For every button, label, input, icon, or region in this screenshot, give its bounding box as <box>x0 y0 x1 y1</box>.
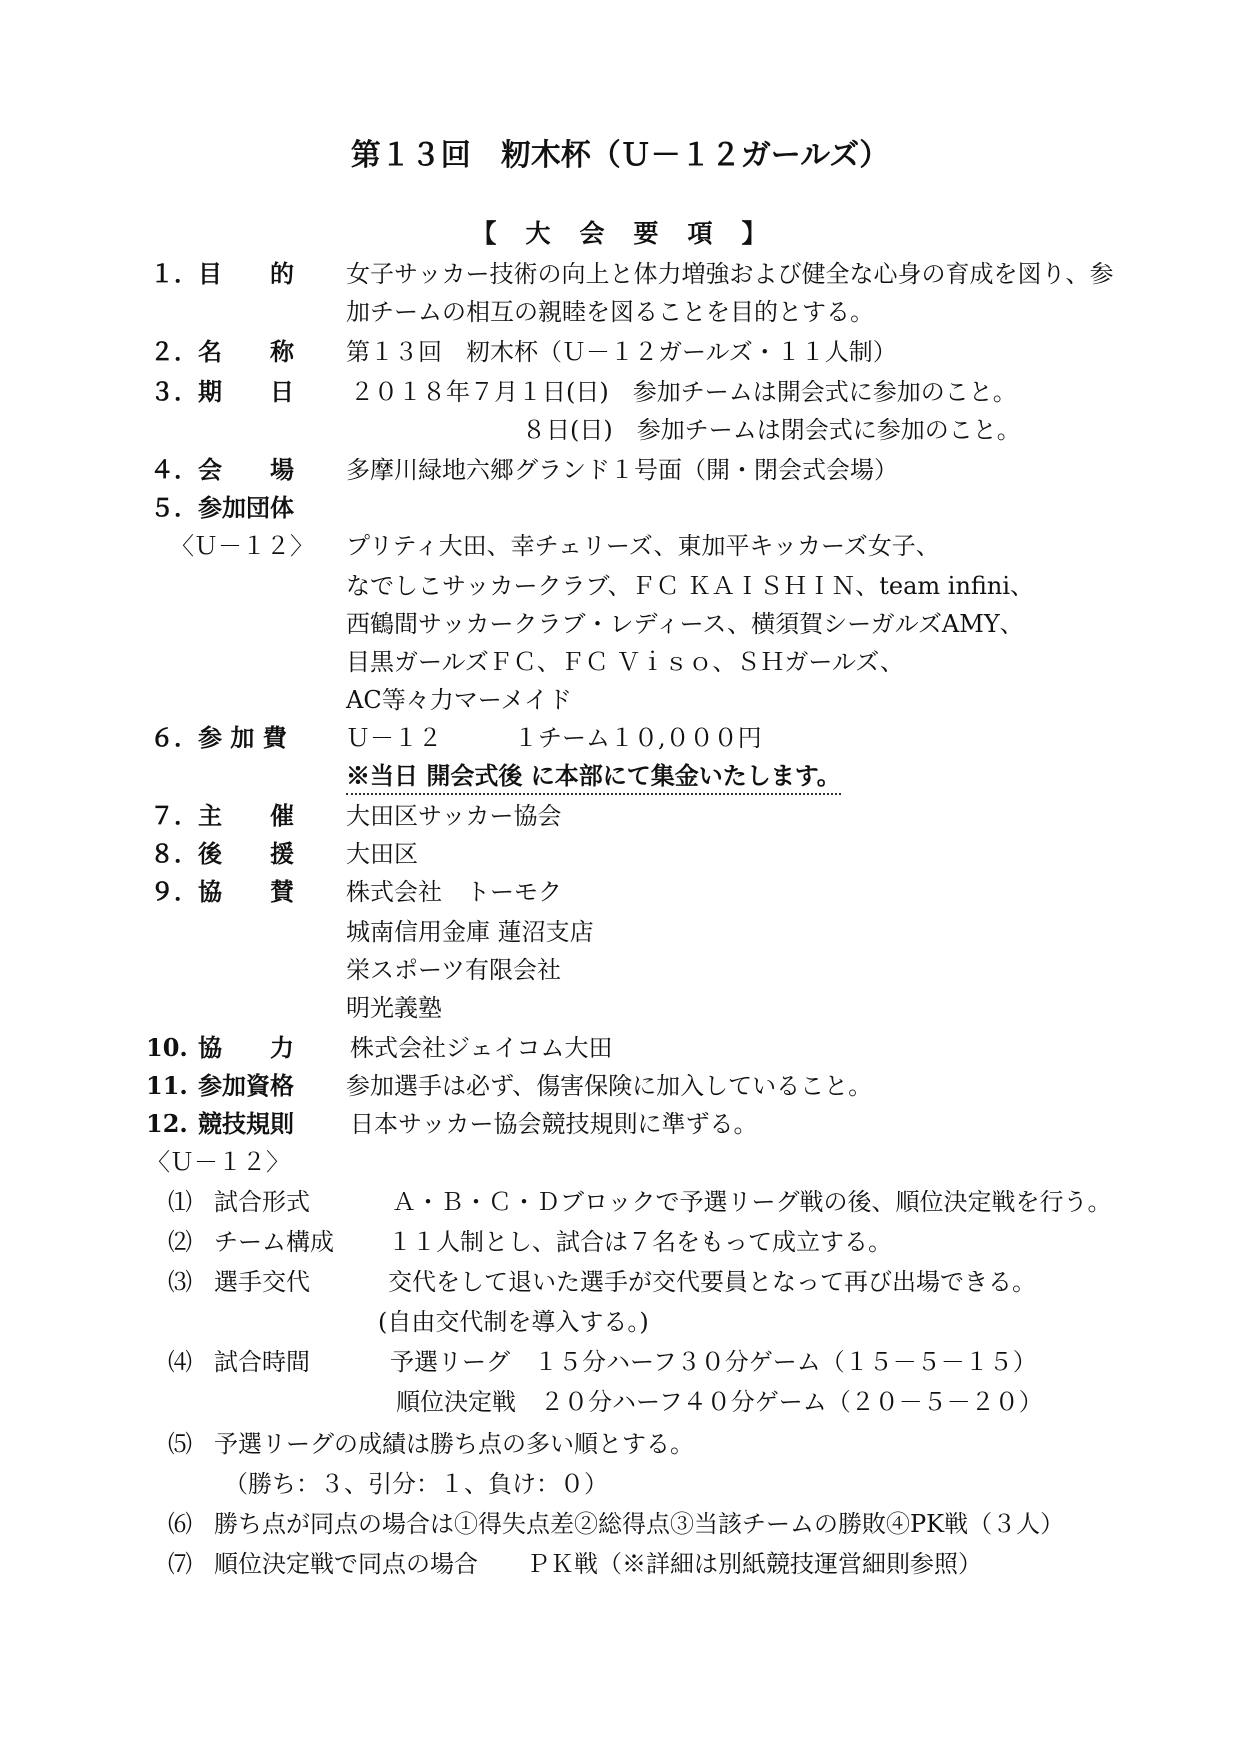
sponsor-name: 栄スポーツ有限会社 <box>346 956 562 984</box>
item-text: 加チームの相互の親睦を図ることを目的とする。 <box>346 298 874 326</box>
team-list-line: なでしこサッカークラブ、ＦＣ ＫＡＩＳＨＩＮ、team infini、 <box>346 572 1035 600</box>
section-heading: 【 大 会 要 項 】 <box>471 219 769 248</box>
sponsor-name: 明光義塾 <box>346 994 442 1022</box>
item-number: ３． <box>150 377 198 406</box>
item-label: 後 援 <box>198 839 294 868</box>
item-label: 目 的 <box>198 259 294 288</box>
item-text: 第１３回 籾木杯（Ｕ－１２ガールズ・１１人制） <box>346 338 897 366</box>
item-number: ７． <box>150 801 198 830</box>
item-text: 女子サッカー技術の向上と体力増強および健全な心身の育成を図り、参 <box>346 260 1114 288</box>
item-number: ８． <box>150 839 198 868</box>
rule-label: 試合時間 <box>214 1348 310 1376</box>
item-text: Ｕ－１２ １チーム１０,０００円 <box>346 724 762 752</box>
item-label: 名 称 <box>198 337 294 366</box>
rule-number: ⑸ <box>168 1430 192 1458</box>
rule-number: ⑶ <box>168 1268 192 1296</box>
rule-text: 順位決定戦で同点の場合 ＰＫ戦（※詳細は別紙競技運営細則参照） <box>214 1550 982 1578</box>
rule-label: 試合形式 <box>214 1188 310 1216</box>
rule-label: 選手交代 <box>214 1268 310 1296</box>
rule-text: （勝ち：３、引分：１、負け：０） <box>224 1470 608 1498</box>
team-list-line: プリティ大田、幸チェリーズ、東加平キッカーズ女子、 <box>346 532 940 560</box>
item-label: 会 場 <box>198 455 294 484</box>
rule-number: ⑺ <box>168 1550 192 1578</box>
item-text: 多摩川緑地六郷グランド１号面（開・閉会式会場） <box>346 456 898 484</box>
item-text: 参加選手は必ず、傷害保険に加入していること。 <box>346 1072 873 1100</box>
category-label: 〈Ｕ－１２〉 <box>146 1148 290 1176</box>
rule-number: ⑷ <box>168 1348 192 1376</box>
rule-number: ⑹ <box>168 1510 192 1538</box>
item-label: 参 加 費 <box>198 723 287 752</box>
rule-text: Ａ・Ｂ・Ｃ・Ｄブロックで予選リーグ戦の後、順位決定戦を行う。 <box>392 1188 1112 1216</box>
item-label: 協 賛 <box>198 877 294 906</box>
item-text: ８日(日) 参加チームは閉会式に参加のこと。 <box>522 416 1021 444</box>
item-text: 日本サッカー協会競技規則に準ずる。 <box>350 1110 758 1138</box>
sponsor-name: 株式会社 トーモク <box>346 878 562 906</box>
rule-text: 勝ち点が同点の場合は①得失点差②総得点③当該チームの勝敗④PK戦（３人） <box>214 1510 1065 1538</box>
item-number: １． <box>150 259 198 288</box>
item-label: 参加団体 <box>198 493 294 522</box>
rule-text: 予選リーグ １５分ハーフ３０分ゲーム（１５－５－１５） <box>390 1348 1037 1376</box>
item-label: 期 日 <box>198 377 294 406</box>
item-text: 大田区サッカー協会 <box>346 802 562 830</box>
team-list-line: 西鶴間サッカークラブ・レディース、横須賀シーガルズAMY、 <box>346 610 1024 638</box>
fee-note: ※当日 開会式後 に本部にて集金いたします。 <box>346 760 841 795</box>
item-text: ２０１８年７月１日(日) 参加チームは開会式に参加のこと。 <box>350 378 1017 406</box>
rule-text: 予選リーグの成績は勝ち点の多い順とする。 <box>214 1430 694 1458</box>
rule-label: チーム構成 <box>214 1228 334 1256</box>
item-label: 参加資格 <box>198 1071 294 1100</box>
item-label: 協 力 <box>198 1033 294 1062</box>
item-label: 主 催 <box>198 801 294 830</box>
item-number: ４． <box>150 455 198 484</box>
item-number: 12. <box>146 1109 188 1138</box>
item-label: 競技規則 <box>198 1109 294 1138</box>
item-text: 株式会社ジェイコム大田 <box>350 1034 613 1062</box>
team-list-line: 目黒ガールズＦＣ、ＦＣ Ｖｉｓｏ、ＳＨガールズ、 <box>346 648 904 676</box>
category-label: 〈Ｕ－１２〉 <box>170 532 314 560</box>
item-number: ５． <box>150 493 198 522</box>
item-number: 11. <box>146 1071 188 1100</box>
rule-text: 順位決定戦 ２０分ハーフ４０分ゲーム（２０－５－２０） <box>396 1388 1043 1416</box>
rule-text: (自由交代制を導入する。) <box>378 1308 649 1336</box>
rule-number: ⑵ <box>168 1228 192 1256</box>
item-number: 10. <box>146 1033 188 1062</box>
rule-number: ⑴ <box>168 1188 192 1216</box>
rule-text: １１人制とし、試合は７名をもって成立する。 <box>388 1228 892 1256</box>
item-number: ６． <box>150 723 198 752</box>
team-list-line: AC等々力マーメイド <box>346 686 573 714</box>
item-number: ９． <box>150 877 198 906</box>
item-text: 大田区 <box>346 840 418 868</box>
item-number: ２． <box>150 337 198 366</box>
rule-text: 交代をして退いた選手が交代要員となって再び出場できる。 <box>388 1268 1036 1296</box>
page-title: 第１３回 籾木杯（Ｕ－１２ガールズ） <box>350 138 890 173</box>
sponsor-name: 城南信用金庫 蓮沼支店 <box>346 918 594 946</box>
